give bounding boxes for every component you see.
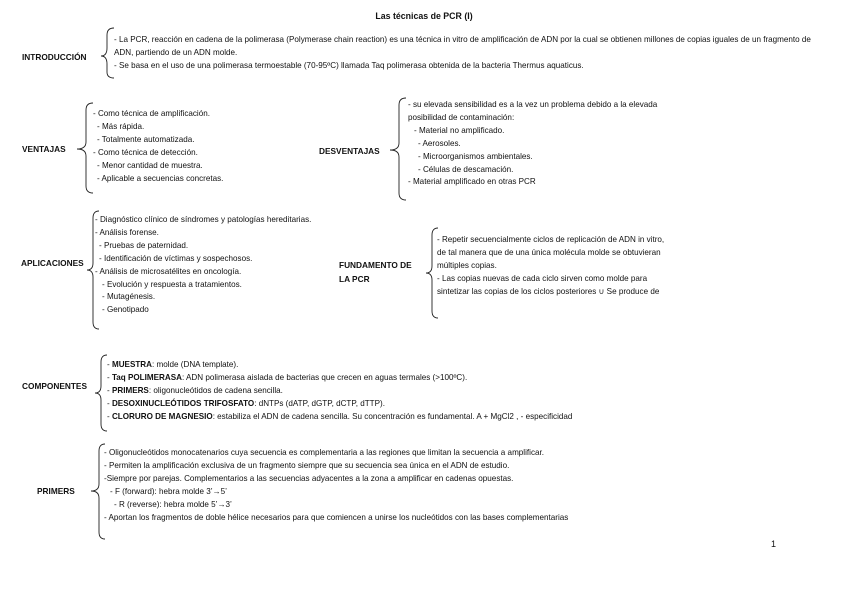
introduccion-label: INTRODUCCIÓN: [22, 52, 87, 62]
componente-desc: : oligonucleótidos de cadena sencilla.: [148, 385, 283, 395]
componente-name: Taq POLIMERASA: [111, 372, 182, 382]
aplicaciones-line: - Identificación de víctimas y sospechosos.: [99, 253, 253, 263]
desventajas-line: - su elevada sensibilidad es a la vez un problema debido a la elevada: [408, 100, 658, 109]
aplicaciones-label: APLICACIONES: [21, 258, 84, 268]
componente-item: - CLORURO DE MAGNESIO: estabiliza el ADN de cadena sencilla. Su concentración es fundamental. A + MgCl2 , - especificidad: [107, 411, 573, 421]
fundamento-label-line: LA PCR: [339, 274, 370, 284]
componente-desc: : molde (DNA template).: [151, 360, 239, 369]
aplicaciones-line: - Genotipado: [102, 305, 149, 315]
ventajas-text: [93, 108, 223, 185]
aplicaciones-line: - Mutagénesis.: [102, 292, 156, 302]
fundamento-label-line: FUNDAMENTO DE: [339, 260, 412, 270]
primers-label: PRIMERS: [37, 486, 75, 496]
primers-line: - R (reverse): hebra molde 5’→3’: [114, 499, 232, 509]
componente-item: - PRIMERS: oligonucleótidos de cadena sencilla.: [107, 385, 283, 395]
componente-desc: : dNTPs (dATP, dGTP, dCTP, dTTP).: [254, 398, 385, 408]
desventajas-brace: [389, 97, 409, 201]
componente-name: CLORURO DE MAGNESIO: [111, 411, 213, 421]
fundamento-line: sintetizar las copias de los ciclos posteriores ∪ Se produce de: [437, 286, 660, 296]
ventajas-line: - Totalmente automatizada.: [97, 134, 195, 144]
desventajas-line: - Aerosoles.: [418, 138, 461, 148]
aplicaciones-line: - Evolución y respuesta a tratamientos.: [102, 279, 242, 289]
primers-line: - F (forward): hebra molde 3’→5’: [110, 486, 227, 496]
desventajas-line: - Microorganismos ambientales.: [418, 151, 533, 161]
componente-name: PRIMERS: [111, 385, 149, 395]
aplicaciones-line: - Análisis forense.: [95, 227, 159, 237]
aplicaciones-line: - Análisis de microsatélites en oncología.: [95, 266, 242, 276]
componente-name: DESOXINUCLEÓTIDOS TRIFOSFATO: [111, 398, 255, 408]
ventajas-line: - Más rápida.: [97, 121, 145, 131]
primers-line: - Aportan los fragmentos de doble hélice necesarios para que comiencen a unirse los nucleótidos con las bases complementarias: [104, 512, 569, 522]
aplicaciones-line: - Pruebas de paternidad.: [99, 240, 189, 250]
ventajas-line: - Menor cantidad de muestra.: [97, 160, 203, 170]
componente-item: - DESOXINUCLEÓTIDOS TRIFOSFATO: dNTPs (dATP, dGTP, dCTP, dTTP).: [107, 398, 385, 408]
fundamento-line: de tal manera que de una única molécula molde se obtuvieran: [437, 247, 661, 257]
fundamento-text: [437, 234, 664, 299]
ventajas-label: VENTAJAS: [22, 144, 66, 154]
ventajas-line: - Como técnica de detección.: [93, 147, 198, 157]
desventajas-label: DESVENTAJAS: [319, 146, 380, 156]
componentes-label: COMPONENTES: [22, 381, 87, 391]
componentes-text: [107, 359, 572, 424]
desventajas-line: posibilidad de contaminación:: [408, 112, 515, 122]
introduccion-text: [114, 34, 829, 73]
primers-text: [104, 447, 568, 524]
fundamento-label: [339, 258, 412, 286]
fundamento-line: múltiples copias.: [437, 260, 497, 270]
ventajas-line: - Aplicable a secuencias concretas.: [97, 173, 224, 183]
componente-item: - MUESTRA: molde (DNA template).: [107, 360, 239, 369]
primers-line: -Siempre por parejas. Complementarios a las secuencias adyacentes a la zona a amplificar en cadenas opuestas.: [104, 473, 514, 483]
desventajas-line: - Células de descamación.: [418, 164, 514, 174]
componente-desc: : ADN polimerasa aislada de bacterias que crecen en aguas termales (>100ºC).: [181, 372, 468, 382]
fundamento-line: - Repetir secuencialmente ciclos de replicación de ADN in vitro,: [437, 235, 665, 244]
primers-line: - Permiten la amplificación exclusiva de un fragmento siempre que su secuencia sea única en el ADN de estudio.: [104, 460, 510, 470]
introduccion-line: - La PCR, reacción en cadena de la polimerasa (Polymerase chain reaction) es una técnica in vitro de amplificación de ADN por la cual se obtienen millones de copias iguales de un fragmento de ADN, partiendo de un ADN molde.: [114, 35, 811, 57]
introduccion-line: - Se basa en el uso de una polimerasa termoestable (70-95ºC) llamada Taq polimerasa obtenida de la bacteria Thermus aquaticus.: [114, 60, 584, 70]
aplicaciones-line: - Diagnóstico clínico de síndromes y patologías hereditarias.: [95, 215, 312, 224]
desventajas-line: - Material amplificado en otras PCR: [408, 177, 536, 187]
page-number: 1: [771, 539, 777, 549]
componente-desc: : estabiliza el ADN de cadena sencilla. Su concentración es fundamental. A + MgCl2 , - especificidad: [212, 411, 573, 421]
ventajas-line: - Como técnica de amplificación.: [93, 109, 210, 118]
componente-name: MUESTRA: [111, 360, 152, 369]
fundamento-line: - Las copias nuevas de cada ciclo sirven como molde para: [437, 273, 648, 283]
componente-item: - Taq POLIMERASA: ADN polimerasa aislada de bacterias que crecen en aguas termales (>100ºC).: [107, 372, 468, 382]
primers-line: - Oligonucleótidos monocatenarios cuya secuencia es complementaria a las regiones que limitan la secuencia a amplificar.: [104, 448, 544, 457]
desventajas-line: - Material no amplificado.: [414, 125, 505, 135]
page-title: Las técnicas de PCR (I): [375, 11, 473, 21]
desventajas-text: [408, 99, 657, 189]
aplicaciones-text: [95, 214, 311, 317]
